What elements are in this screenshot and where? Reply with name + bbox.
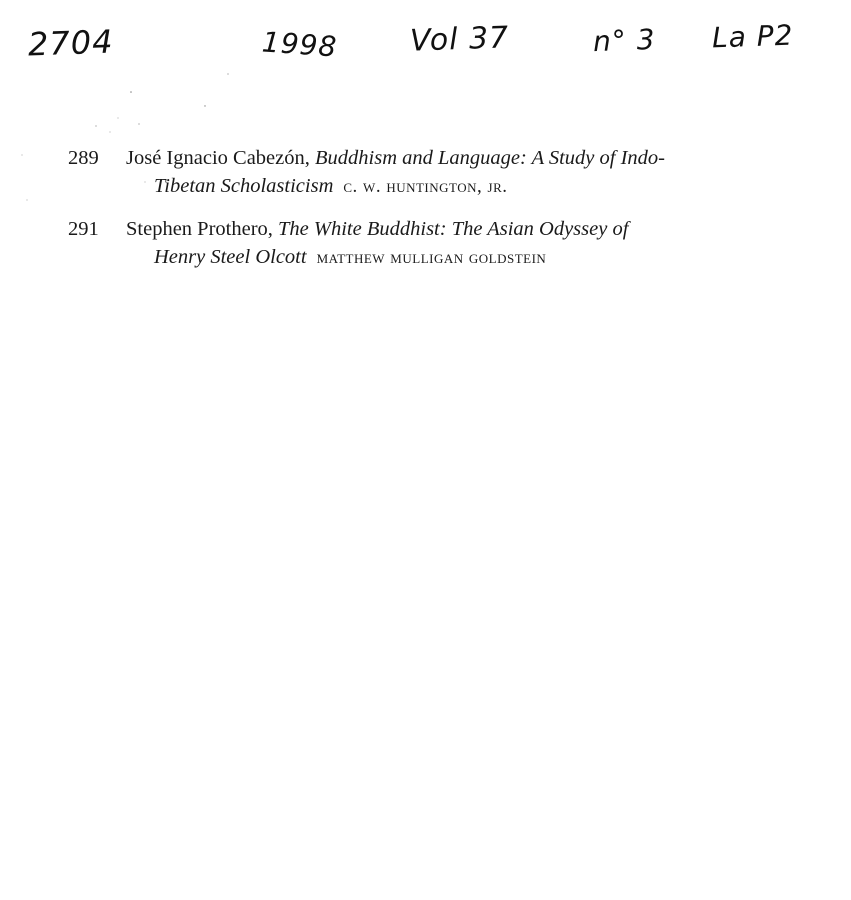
entry-author: José Ignacio Cabezón, bbox=[126, 147, 315, 169]
list-item bbox=[68, 144, 808, 201]
page-number: 291 bbox=[68, 218, 99, 240]
reviewer-name: matthew mulligan goldstein bbox=[316, 247, 547, 268]
annotation-year: 1998 bbox=[260, 25, 339, 64]
handwritten-annotation bbox=[0, 14, 851, 74]
entry-second-line bbox=[126, 243, 808, 272]
book-title-continued: Henry Steel Olcott bbox=[154, 246, 307, 268]
annotation-ref: 2704 bbox=[27, 22, 115, 64]
entry-author: Stephen Prothero, bbox=[126, 218, 279, 240]
page-number: 289 bbox=[68, 147, 99, 169]
book-title-continued: Tibetan Scholasticism bbox=[154, 175, 334, 197]
annotation-volume: Vol 37 bbox=[409, 20, 510, 59]
list-item bbox=[68, 215, 808, 272]
review-list bbox=[68, 144, 808, 286]
reviewer-name: c. w. huntington, jr. bbox=[343, 176, 508, 197]
book-title: Buddhism and Language: A Study of Indo- bbox=[315, 147, 666, 169]
book-title: The White Buddhist: The Asian Odyssey of bbox=[278, 218, 629, 240]
entry-second-line bbox=[126, 172, 808, 201]
annotation-issue: n° 3 bbox=[592, 22, 657, 59]
annotation-code: La P2 bbox=[711, 18, 794, 55]
